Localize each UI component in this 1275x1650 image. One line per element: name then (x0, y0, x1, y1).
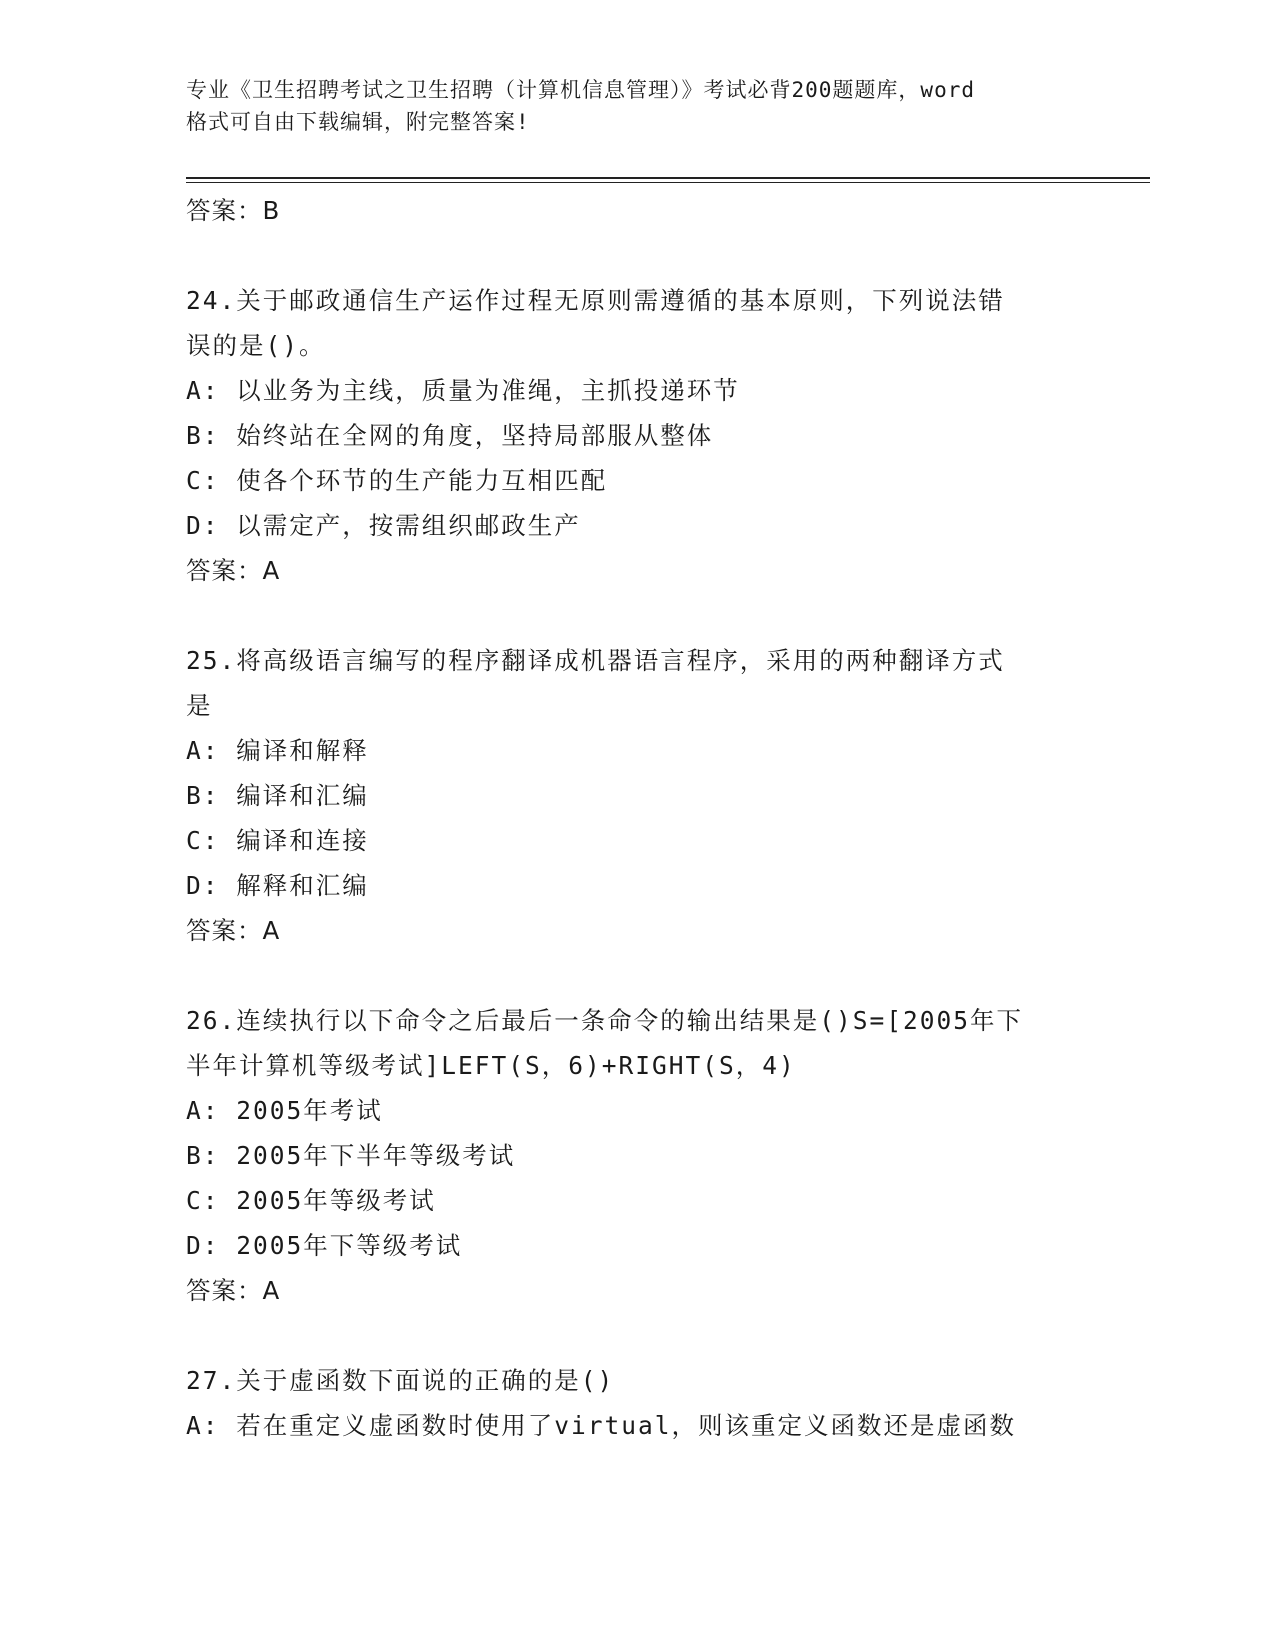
option-b: B: 2005年下半年等级考试 (186, 1141, 516, 1170)
header-divider-thick (186, 177, 1150, 179)
answer: 答案：A (186, 556, 281, 585)
option-b: B: 编译和汇编 (186, 781, 369, 810)
question-24 (186, 278, 1086, 593)
question-text-cont: 误的是()。 (186, 331, 326, 360)
question-text-cont: 半年计算机等级考试]LEFT(S，6)+RIGHT(S，4) (186, 1051, 796, 1080)
question-text: 24.关于邮政通信生产运作过程无原则需遵循的基本原则，下列说法错 (186, 286, 1005, 315)
option-c: C: 2005年等级考试 (186, 1186, 436, 1215)
answer-prev: 答案：B (186, 196, 281, 225)
option-d: D: 以需定产，按需组织邮政生产 (186, 511, 581, 540)
question-text: 27.关于虚函数下面说的正确的是() (186, 1366, 615, 1395)
question-text: 25.将高级语言编写的程序翻译成机器语言程序，采用的两种翻译方式 (186, 646, 1005, 675)
document-header (186, 74, 1086, 138)
spacer (186, 1313, 1086, 1358)
option-c: C: 使各个环节的生产能力互相匹配 (186, 466, 608, 495)
question-25 (186, 638, 1086, 953)
question-text: 26.连续执行以下命令之后最后一条命令的输出结果是()S=[2005年下 (186, 1006, 1024, 1035)
spacer (186, 233, 1086, 278)
spacer (186, 593, 1086, 638)
option-d: D: 2005年下等级考试 (186, 1231, 463, 1260)
option-c: C: 编译和连接 (186, 826, 369, 855)
question-list (186, 188, 1086, 1448)
option-a: A: 若在重定义虚函数时使用了virtual，则该重定义函数还是虚函数 (186, 1411, 1016, 1440)
option-a: A: 2005年考试 (186, 1096, 383, 1125)
spacer (186, 953, 1086, 998)
header-line-1: 专业《卫生招聘考试之卫生招聘（计算机信息管理）》考试必背200题题库，word (186, 78, 975, 102)
option-a: A: 以业务为主线，质量为准绳，主抓投递环节 (186, 376, 740, 405)
option-b: B: 始终站在全网的角度，坚持局部服从整体 (186, 421, 714, 450)
option-d: D: 解释和汇编 (186, 871, 369, 900)
answer: 答案：A (186, 1276, 281, 1305)
header-line-2: 格式可自由下载编辑，附完整答案! (186, 110, 530, 134)
answer: 答案：A (186, 916, 281, 945)
question-27 (186, 1358, 1086, 1448)
header-divider-thin (186, 182, 1150, 183)
question-text-cont: 是 (186, 691, 213, 720)
option-a: A: 编译和解释 (186, 736, 369, 765)
question-26 (186, 998, 1086, 1313)
